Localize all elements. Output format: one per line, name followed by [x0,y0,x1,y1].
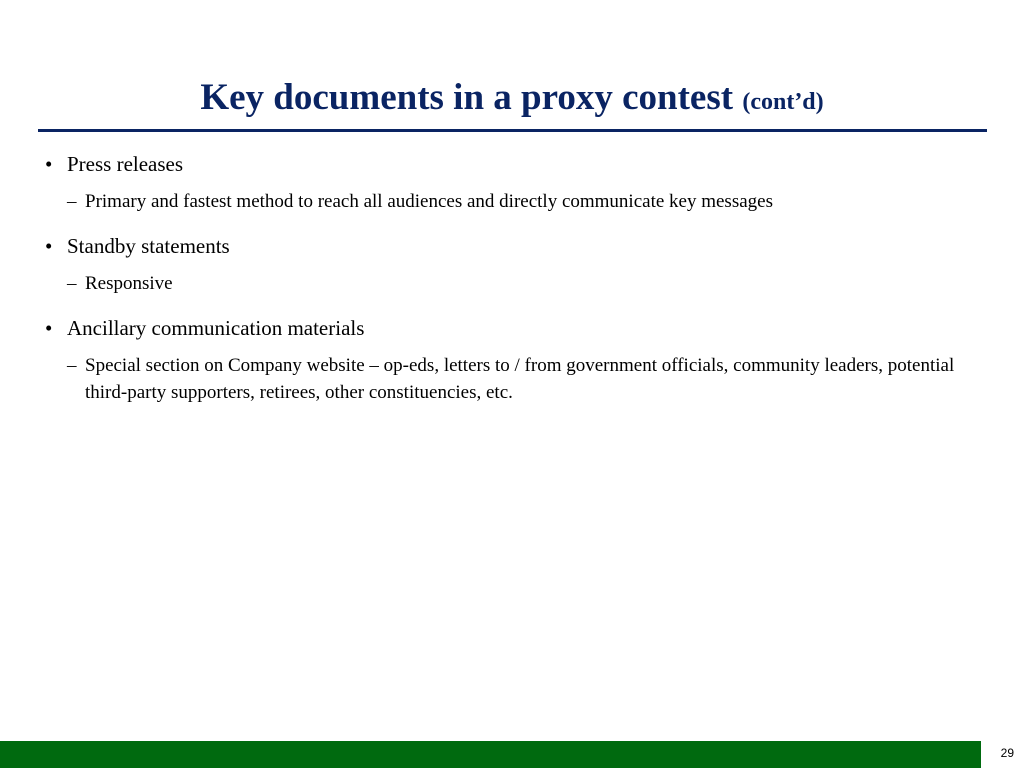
bullet-item [0,148,1024,180]
page-number: 29 [1000,746,1014,760]
bullet-item [0,312,1024,344]
bullet-text: Press releases [67,152,184,176]
bullet-text: Standby statements [67,234,230,258]
bullet-icon: • [45,152,53,176]
slide-title-suffix: (cont’d) [742,89,824,115]
dash-icon: – [67,191,77,212]
bullet-group-ancillary-materials [0,312,1024,406]
sub-bullet-item [0,352,1024,406]
sub-bullet-item [0,270,1024,297]
footer-bar [0,741,981,768]
bullet-item [0,230,1024,262]
sub-bullet-text: Responsive [85,273,173,294]
bullet-text: Ancillary communication materials [67,316,365,340]
bullet-icon: • [45,234,53,258]
slide-title-main: Key documents in a proxy contest [200,77,734,118]
bullet-list [0,148,1024,406]
sub-bullet-item [0,188,1024,215]
bullet-group-standby-statements [0,230,1024,297]
dash-icon: – [67,355,77,376]
title-divider [38,129,987,132]
slide-title [0,76,1024,124]
dash-icon: – [67,273,77,294]
bullet-icon: • [45,316,53,340]
sub-bullet-text: Special section on Company website – op-eds, letters to / from government officials, community leaders, potential third-party supporters, retirees, other constituencies, etc. [85,355,955,403]
bullet-group-press-releases [0,148,1024,215]
sub-bullet-text: Primary and fastest method to reach all audiences and directly communicate key messages [85,191,773,212]
